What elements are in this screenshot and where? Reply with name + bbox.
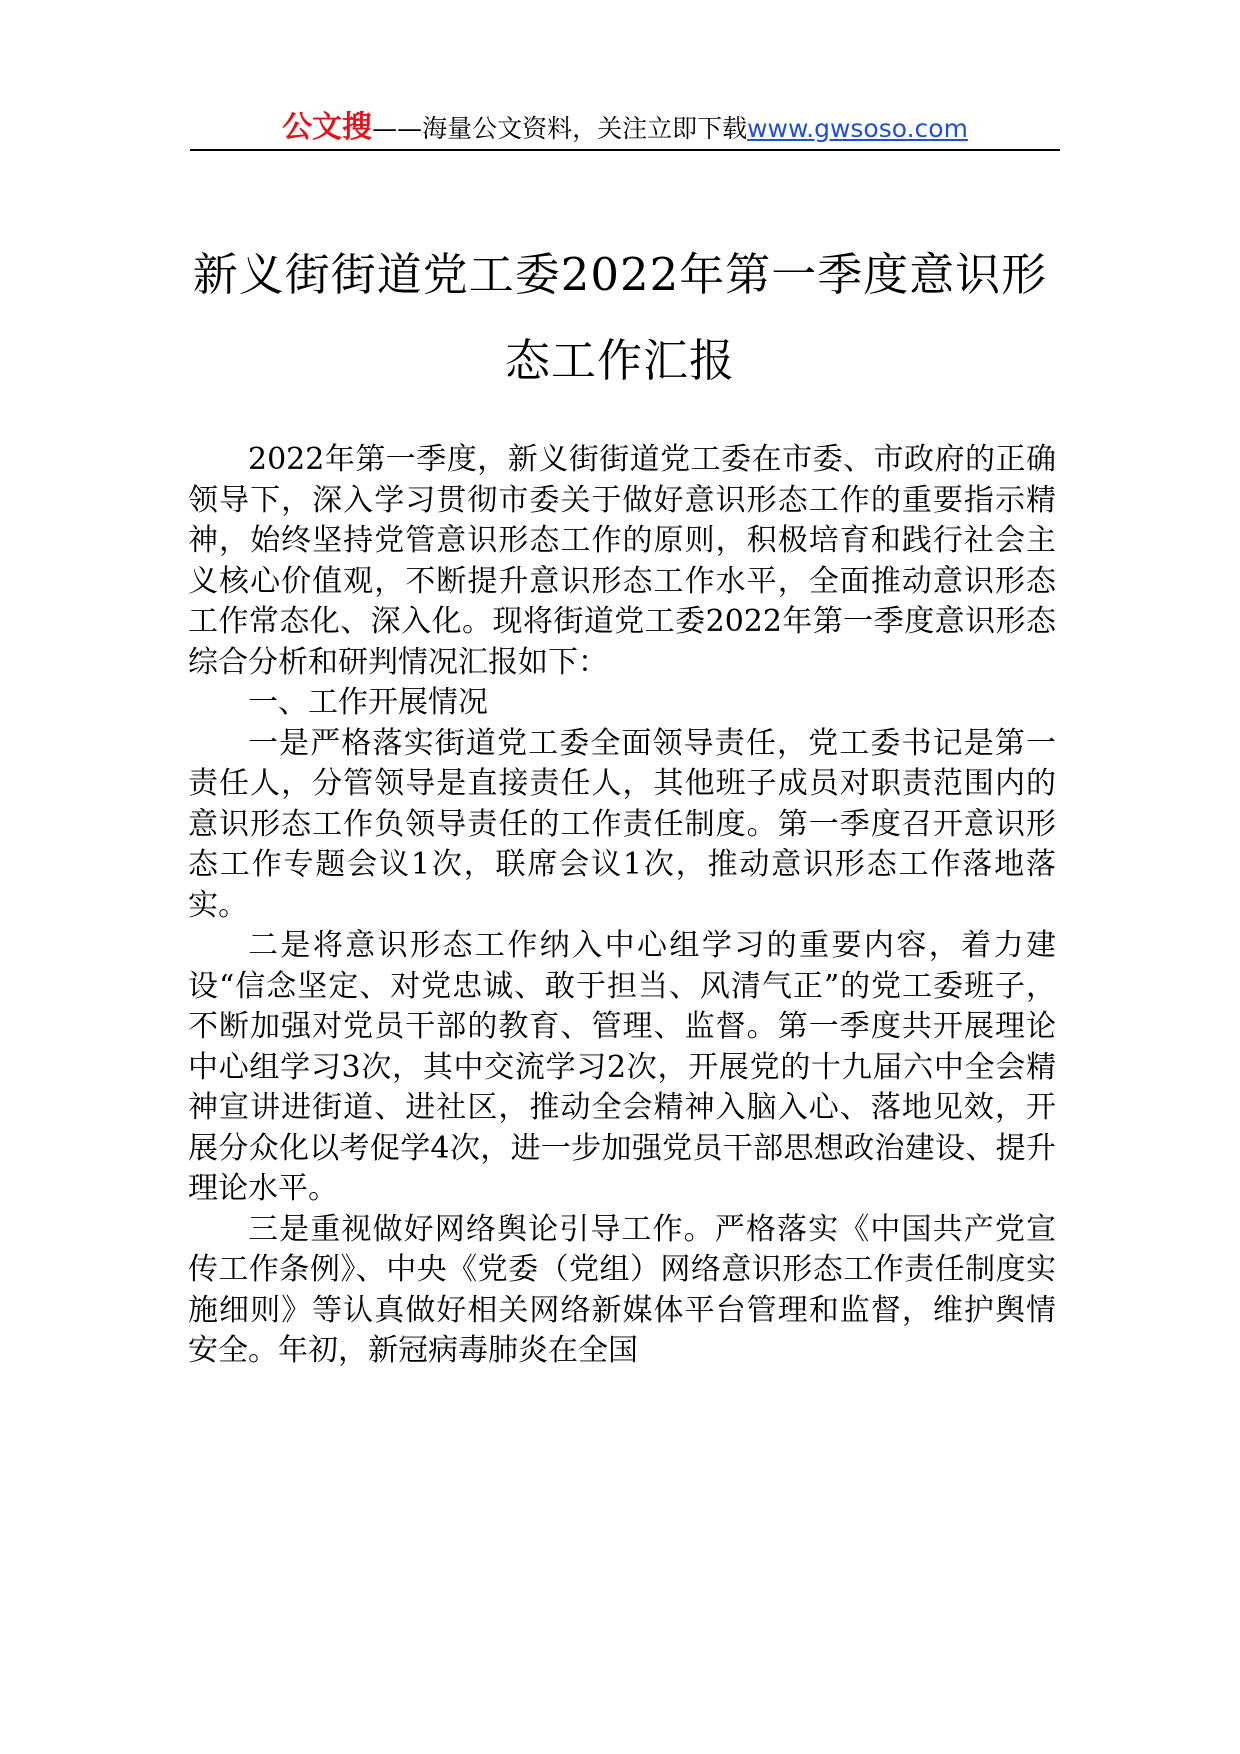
document-body (188, 440, 1056, 1372)
page-header (190, 106, 1060, 150)
document-title (150, 232, 1090, 404)
header-dash: —— (372, 114, 423, 143)
header-tagline: 海量公文资料，关注立即下载 (422, 114, 748, 143)
section-heading: 一、工作开展情况 (248, 685, 488, 720)
brand-name: 公文搜 (282, 110, 373, 145)
document-title-line-2: 态工作汇报 (504, 334, 735, 387)
body-paragraph-2: 二是将意识形态工作纳入中心组学习的重要内容，着力建设“信念坚定、对党忠诚、敢于担当、风清气正”的党工委班子，不断加强对党员干部的教育、管理、监督。第一季度共开展理论中心组学习3次，其中交流学习2次，开展党的十九届六中全会精神宣讲进街道、进社区，推动全会精神入脑入心、落地见效，开展分众化以考促学4次，进一步加强党员干部思想政治建设、提升理论水平。 (188, 928, 1056, 1206)
body-paragraph-3: 三是重视做好网络舆论引导工作。严格落实《中国共产党宣传工作条例》、中央《党委（党组）网络意识形态工作责任制度实施细则》等认真做好相关网络新媒体平台管理和监督，维护舆情安全。年初，新冠病毒肺炎在全国 (188, 1211, 1056, 1368)
document-title-line-1: 新义街街道党工委2022年第一季度意识形 (192, 248, 1048, 301)
website-link[interactable]: www.gwsoso.com (747, 114, 968, 143)
intro-paragraph: 2022年第一季度，新义街街道党工委在市委、市政府的正确领导下，深入学习贯彻市委关于做好意识形态工作的重要指示精神，始终坚持党管意识形态工作的原则，积极培育和践行社会主义核心价值观，不断提升意识形态工作水平，全面推动意识形态工作常态化、深入化。现将街道党工委2022年第一季度意识形态综合分析和研判情况汇报如下： (188, 442, 1056, 680)
body-paragraph-1: 一是严格落实街道党工委全面领导责任，党工委书记是第一责任人，分管领导是直接责任人，其他班子成员对职责范围内的意识形态工作负领导责任的工作责任制度。第一季度召开意识形态工作专题会议1次，联席会议1次，推动意识形态工作落地落实。 (188, 725, 1056, 923)
header-divider (190, 149, 1060, 151)
